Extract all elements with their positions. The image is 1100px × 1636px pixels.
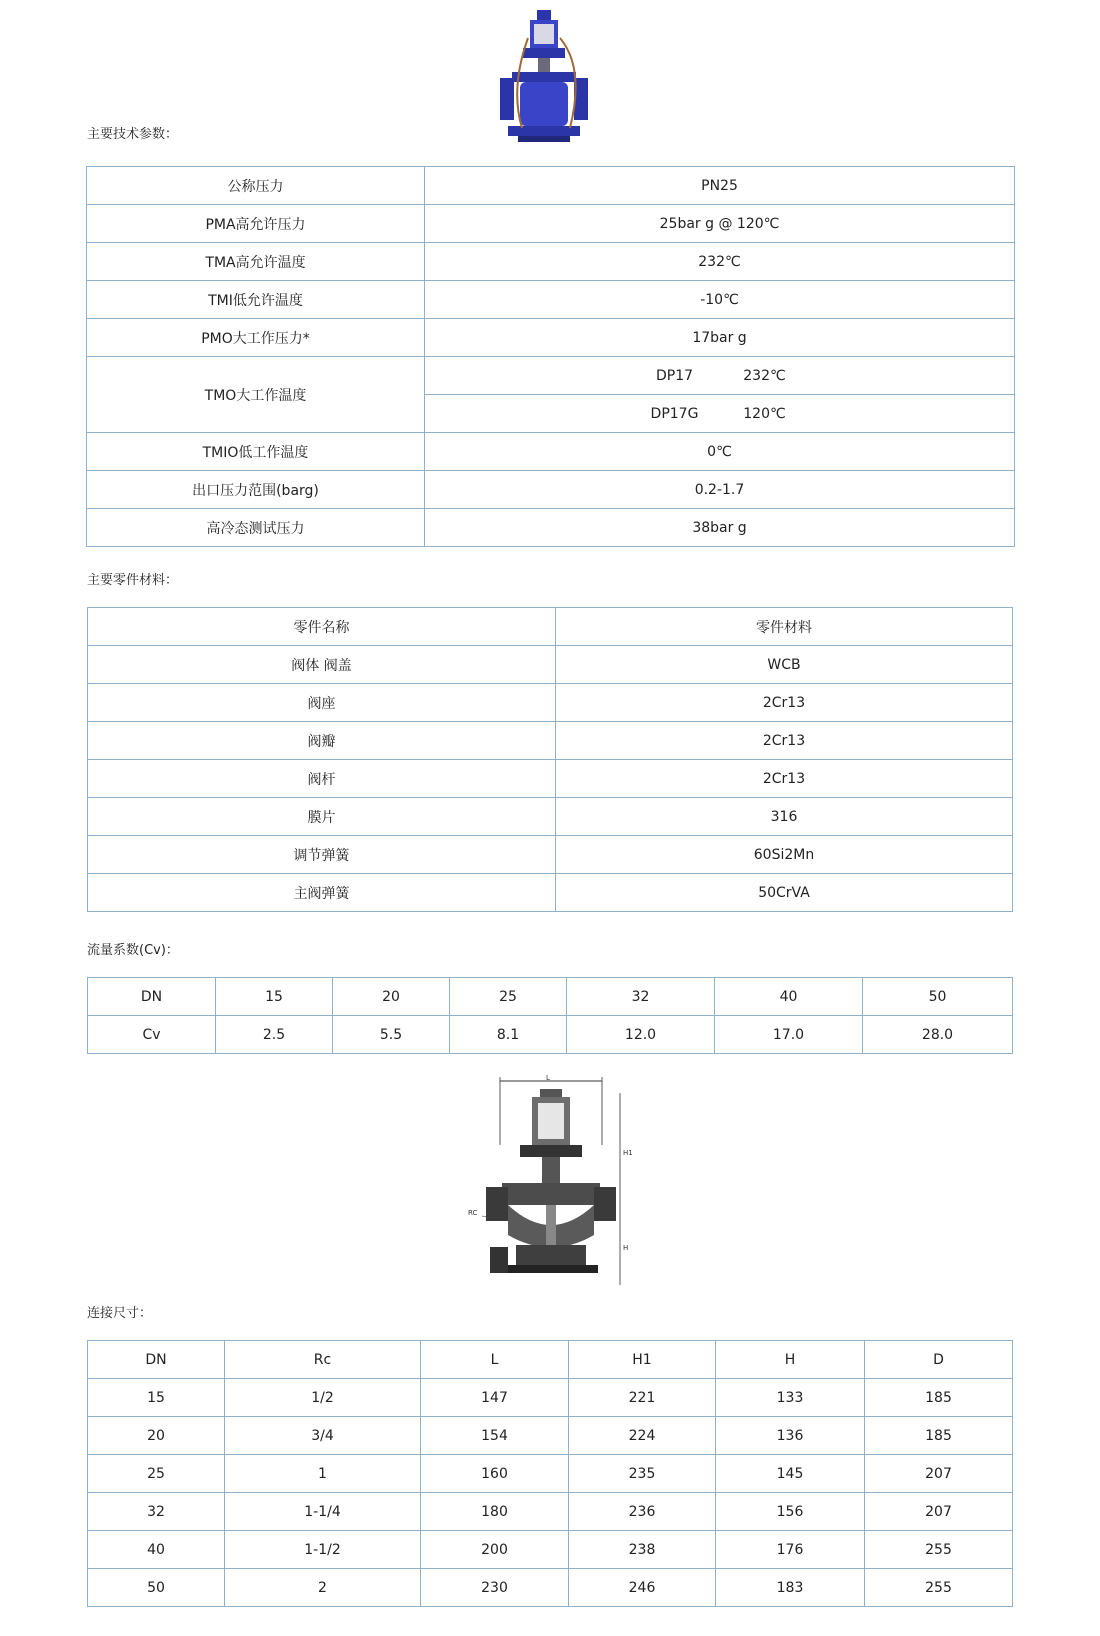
param-label: PMO大工作压力* <box>87 319 425 357</box>
part-name: 阀体 阀盖 <box>88 646 556 684</box>
table-row <box>88 1569 1013 1607</box>
dim-cell: 136 <box>716 1417 865 1455</box>
dim-cell: 207 <box>865 1493 1013 1531</box>
dim-cell: 154 <box>421 1417 569 1455</box>
table-row <box>87 243 1015 281</box>
table-header-row <box>88 608 1013 646</box>
dim-cell: 25 <box>88 1455 225 1493</box>
param-value: 0℃ <box>425 433 1015 471</box>
dim-cell: 221 <box>569 1379 716 1417</box>
column-header: DN <box>88 1341 225 1379</box>
dim-cell: 255 <box>865 1531 1013 1569</box>
table-row <box>87 471 1015 509</box>
cv-cell: 17.0 <box>715 1016 863 1054</box>
table-row <box>88 1455 1013 1493</box>
cv-cell: 50 <box>863 978 1013 1016</box>
column-header: 零件材料 <box>556 608 1013 646</box>
part-material: 50CrVA <box>556 874 1013 912</box>
dim-cell: 185 <box>865 1379 1013 1417</box>
cv-cell: 32 <box>567 978 715 1016</box>
part-name: 阀杆 <box>88 760 556 798</box>
param-label: PMA高允许压力 <box>87 205 425 243</box>
part-material: 2Cr13 <box>556 684 1013 722</box>
dim-cell: 236 <box>569 1493 716 1531</box>
tech-params-table <box>86 166 1015 547</box>
dim-cell: 1 <box>225 1455 421 1493</box>
column-header: D <box>865 1341 1013 1379</box>
cv-cell: 25 <box>450 978 567 1016</box>
dim-cell: 224 <box>569 1417 716 1455</box>
param-value: -10℃ <box>425 281 1015 319</box>
model-label: DP17G <box>650 405 699 422</box>
dim-cell: 235 <box>569 1455 716 1493</box>
part-name: 阀座 <box>88 684 556 722</box>
column-header: L <box>421 1341 569 1379</box>
dim-cell: 246 <box>569 1569 716 1607</box>
model-value: 120℃ <box>743 405 786 422</box>
part-name: 阀瓣 <box>88 722 556 760</box>
valve-photo <box>490 8 600 150</box>
param-value <box>425 357 1015 395</box>
table-row <box>87 167 1015 205</box>
table-row <box>87 433 1015 471</box>
part-material: 2Cr13 <box>556 760 1013 798</box>
dim-cell: 160 <box>421 1455 569 1493</box>
param-value: 232℃ <box>425 243 1015 281</box>
table-row <box>88 646 1013 684</box>
param-label: TMIO低工作温度 <box>87 433 425 471</box>
table-row <box>88 684 1013 722</box>
dimension-label-h1: H1 <box>623 1149 633 1157</box>
part-name: 主阀弹簧 <box>88 874 556 912</box>
dim-cell: 230 <box>421 1569 569 1607</box>
dim-cell: 32 <box>88 1493 225 1531</box>
param-label: 出口压力范围(barg) <box>87 471 425 509</box>
table-row <box>87 281 1015 319</box>
cv-cell: 28.0 <box>863 1016 1013 1054</box>
cv-cell: DN <box>88 978 216 1016</box>
dim-cell: 176 <box>716 1531 865 1569</box>
dim-cell: 20 <box>88 1417 225 1455</box>
param-label: TMI低允许温度 <box>87 281 425 319</box>
dim-cell: 238 <box>569 1531 716 1569</box>
dimension-label-l: L <box>546 1075 550 1082</box>
param-value <box>425 395 1015 433</box>
dimension-label-rc: RC <box>468 1209 478 1217</box>
cv-cell: 12.0 <box>567 1016 715 1054</box>
dim-cell: 145 <box>716 1455 865 1493</box>
dim-cell: 133 <box>716 1379 865 1417</box>
dim-cell: 50 <box>88 1569 225 1607</box>
cv-cell: 5.5 <box>333 1016 450 1054</box>
section-heading-cv: 流量系数(Cv)： <box>87 943 179 958</box>
section-heading-dims: 连接尺寸： <box>87 1306 153 1321</box>
dimension-label-h: H <box>623 1244 629 1252</box>
dim-cell: 2 <box>225 1569 421 1607</box>
param-value: 25bar g @ 120℃ <box>425 205 1015 243</box>
cv-cell: 15 <box>216 978 333 1016</box>
table-row <box>88 1417 1013 1455</box>
param-value: 17bar g <box>425 319 1015 357</box>
dim-cell: 1/2 <box>225 1379 421 1417</box>
valve-drawing <box>462 1075 634 1297</box>
table-row <box>88 874 1013 912</box>
materials-table <box>87 607 1013 912</box>
section-heading-materials: 主要零件材料： <box>87 573 179 588</box>
dim-cell: 1-1/4 <box>225 1493 421 1531</box>
param-label: 公称压力 <box>87 167 425 205</box>
dim-cell: 185 <box>865 1417 1013 1455</box>
cv-cell: 8.1 <box>450 1016 567 1054</box>
dim-cell: 15 <box>88 1379 225 1417</box>
cv-cell: 20 <box>333 978 450 1016</box>
cv-cell: 40 <box>715 978 863 1016</box>
table-row <box>88 978 1013 1016</box>
dim-cell: 156 <box>716 1493 865 1531</box>
table-row <box>87 509 1015 547</box>
table-row <box>88 1016 1013 1054</box>
dim-cell: 200 <box>421 1531 569 1569</box>
param-value: 0.2-1.7 <box>425 471 1015 509</box>
table-row <box>87 205 1015 243</box>
param-value: PN25 <box>425 167 1015 205</box>
part-material: WCB <box>556 646 1013 684</box>
table-row <box>88 722 1013 760</box>
table-row <box>88 836 1013 874</box>
section-heading-tech: 主要技术参数： <box>87 127 179 142</box>
dim-cell: 183 <box>716 1569 865 1607</box>
dimensions-table <box>87 1340 1013 1607</box>
part-material: 60Si2Mn <box>556 836 1013 874</box>
table-row <box>87 319 1015 357</box>
cv-table <box>87 977 1013 1054</box>
column-header: H1 <box>569 1341 716 1379</box>
table-row <box>87 357 1015 395</box>
param-label: TMO大工作温度 <box>87 357 425 433</box>
dim-cell: 1-1/2 <box>225 1531 421 1569</box>
dim-cell: 255 <box>865 1569 1013 1607</box>
dim-cell: 207 <box>865 1455 1013 1493</box>
table-row <box>88 1531 1013 1569</box>
param-label: 高冷态测试压力 <box>87 509 425 547</box>
model-label: DP17 <box>655 367 694 384</box>
param-value: 38bar g <box>425 509 1015 547</box>
column-header: Rc <box>225 1341 421 1379</box>
dim-cell: 40 <box>88 1531 225 1569</box>
table-row <box>88 1493 1013 1531</box>
table-row <box>88 1379 1013 1417</box>
column-header: H <box>716 1341 865 1379</box>
cv-cell: 2.5 <box>216 1016 333 1054</box>
table-row <box>88 798 1013 836</box>
part-name: 膜片 <box>88 798 556 836</box>
dim-cell: 180 <box>421 1493 569 1531</box>
part-name: 调节弹簧 <box>88 836 556 874</box>
column-header: 零件名称 <box>88 608 556 646</box>
dim-cell: 3/4 <box>225 1417 421 1455</box>
table-header-row <box>88 1341 1013 1379</box>
table-row <box>88 760 1013 798</box>
dim-cell: 147 <box>421 1379 569 1417</box>
part-material: 2Cr13 <box>556 722 1013 760</box>
param-label: TMA高允许温度 <box>87 243 425 281</box>
part-material: 316 <box>556 798 1013 836</box>
model-value: 232℃ <box>743 367 786 384</box>
cv-cell: Cv <box>88 1016 216 1054</box>
